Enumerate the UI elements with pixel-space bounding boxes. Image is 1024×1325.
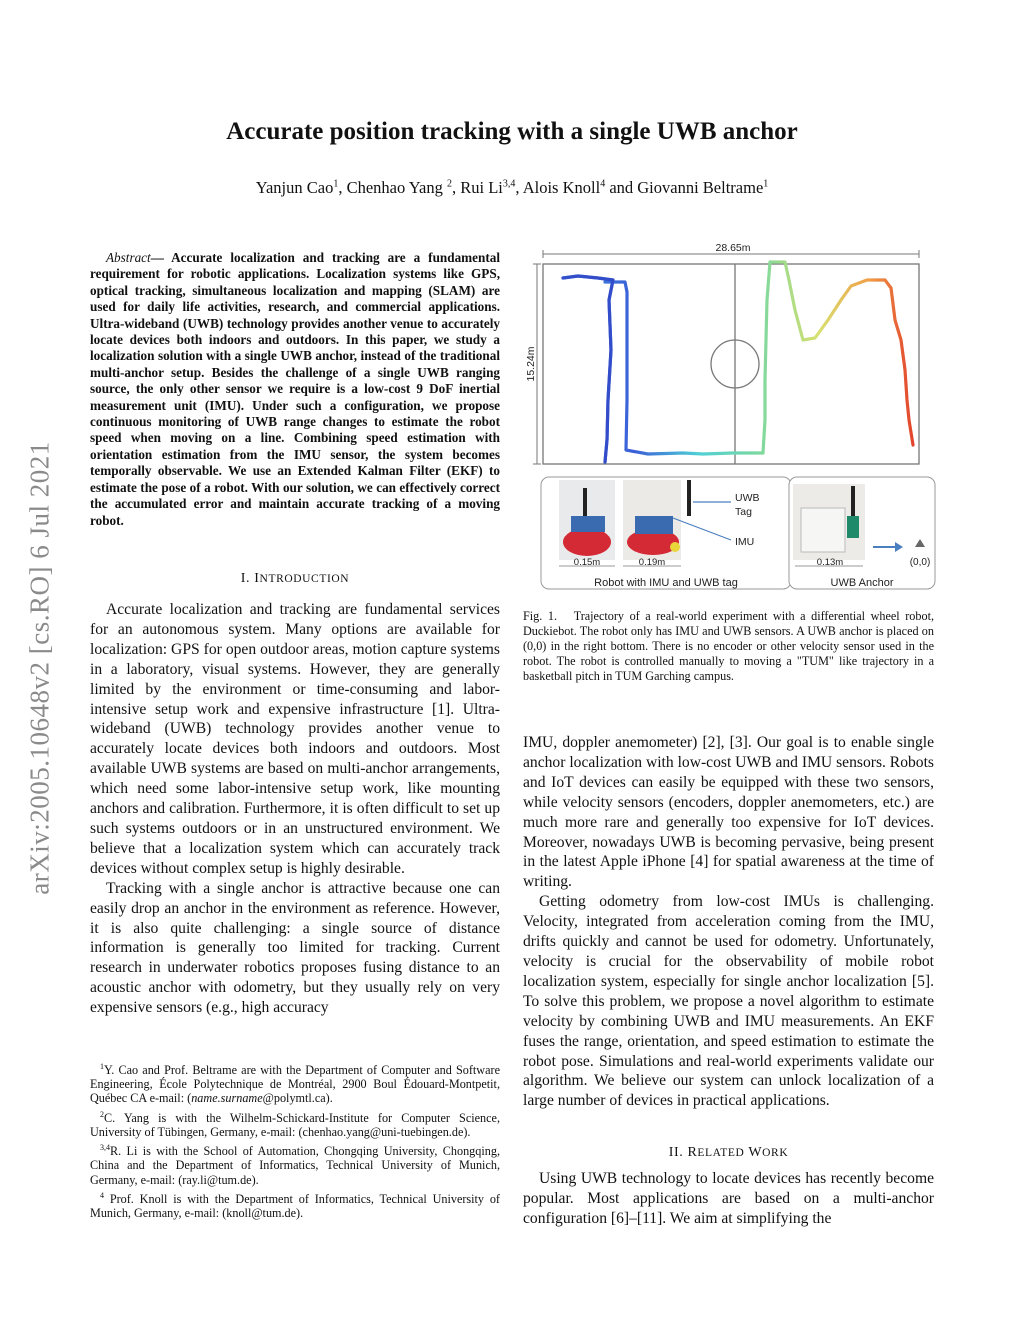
wheel-icon — [670, 542, 680, 552]
pitch-boundary — [543, 264, 919, 464]
width-label: 28.65m — [715, 242, 751, 254]
anchor-caption: UWB Anchor — [830, 577, 894, 589]
paragraph: Getting odometry from low-cost IMUs is challenging. Velocity, integrated from acceleration coming from the IMU, drifts quickly and cannot be used for odometry. Unfortunately, velocity is crucial for the observability of mobile robot localization system, especially for single anchor localization [5]. To solve this problem, we propose a novel algorithm to estimate velocity by combining UWB and IMU measurements. An EKF fuses the range, orientation, and speed estimation to estimate the robot pose. Simulations and real-world experiments validate our algorithm. We believe our system can unlock localization of a large number of devices in practical applications. — [523, 893, 934, 1110]
author-affiliation: 2 — [446, 178, 452, 190]
footnote-text: C. Yang is with the Wilhelm-Schickard-Institute for Computer Science, University of Tübingen, Germany, e-mail: (chenhao.yang@uni-tuebingen.de). — [90, 1110, 500, 1139]
figure-caption-label: Fig. 1. — [523, 609, 558, 623]
section-number: I. — [240, 571, 251, 586]
uwb-antenna-icon — [687, 480, 691, 516]
footnote-text: Prof. Knoll is with the Department of Informatics, Technical University of Munich, Germany, e-mail: (knoll@tum.de). — [90, 1191, 500, 1221]
paragraph: Tracking with a single anchor is attractive because one can easily drop an anchor in the environment as reference. However, it is also quite challenging: a single source of distance information is generally too limited for tracking. Current research in underwater robotics proposes fusing distance to an acoustic anchor with odometry, but they usually rely on very expensive sensors (e.g., high accuracy — [90, 879, 500, 1017]
arxiv-stamp-text: arXiv:2005.10648v2 [cs.RO] 6 Jul 2021 — [24, 441, 55, 895]
robot-base-icon — [563, 528, 611, 556]
section-heading-related-work — [523, 1145, 934, 1161]
author-name: Yanjun Cao — [255, 178, 334, 197]
author-name: Giovanni Beltrame — [637, 178, 764, 197]
anchor-antenna-icon — [851, 486, 855, 516]
uwb-antenna-icon — [583, 488, 587, 516]
height-label: 15.24m — [525, 346, 537, 382]
section-title-rest: NTRODUCTION — [259, 573, 350, 585]
section-heading-introduction — [90, 571, 500, 587]
footnote — [90, 1189, 500, 1220]
dim-013-label: 0.13m — [816, 557, 844, 568]
footnote-text: R. Li is with the School of Automation, Chongqing University, Chongqing, China and the Department of Informatics, Technical University of Munich, Germany, e-mail: (ray.li@tum.de). — [90, 1144, 500, 1187]
anchor-box-icon — [801, 508, 845, 552]
introduction-body — [90, 600, 500, 1018]
robot-board-icon — [571, 516, 605, 532]
figure-caption-text: Trajectory of a real-world experiment with a differential wheel robot, Duckiebot. The robot only has IMU and UWB sensors. A UWB anchor is placed on (0,0) in the right bottom. There is no encoder or other velocity sensor used in the robot. The robot is controlled manually to moving a "TUM" like trajectory in a basketball pitch in TUM Garching campus. — [523, 609, 935, 683]
footnote-email-italic: name.surname — [191, 1091, 263, 1106]
anchor-board-icon — [847, 516, 859, 538]
section-title-rest: ORK — [762, 1147, 789, 1159]
footnote-mark: 1 — [100, 1062, 104, 1071]
author-affiliation: 3,4 — [502, 178, 516, 190]
paragraph: Using UWB technology to locate devices has recently become popular. Most applications are based on a multi-anchor configuration [6]–[11]. We aim at simplifying the — [523, 1170, 934, 1227]
author-list: Yanjun Cao$^1$, Chenhao Yang $^2$, Rui Li$^{3,4}$, Alois Knoll$^4$ and Giovanni Beltrame$^1$ — [255, 178, 769, 197]
robot-board-icon — [635, 516, 673, 534]
related-work-body — [523, 1169, 934, 1229]
section-title-rest: ELATED — [697, 1147, 745, 1159]
dim-019-label: 0.19m — [638, 557, 666, 568]
section-number: II. — [668, 1145, 684, 1160]
footnote — [90, 1141, 500, 1187]
paragraph: Accurate localization and tracking are fundamental services for an autonomous system. Many options are available for localization: GPS for open outdoor areas, motion capture systems in a laboratory, visual systems. However, they are generally limited by the environment or time-consuming and labor-intensive setup work and expensive infrastructure [1]. Ultra-wideband (UWB) technology provides another venue to accurately locate devices both indoors and outdoors. Most available UWB systems are based on multi-anchor arrangements, which need some labor-intensive setup work, like mounting anchors and calibration. Furthermore, it is often difficult to set up such systems outdoors or in an unstructured environment. We believe that a localization system which can accurately track devices without complex setup is highly desirable. — [90, 601, 500, 877]
uwb-tag-label-1: UWB — [735, 492, 760, 504]
author-affiliation: 1 — [763, 178, 769, 190]
abstract: Abstract— Accurate localization and tracking are a fundamental requirement for robotic applications. Localization systems like GPS, optical tracking, simultaneous localization and mapping (SLAM) are used for daily life activities, research, and commercial applications. Ultra-wideband (UWB) technology provides another venue to accurately locate devices both indoors and outdoors. In this paper, we study a localization solution with a single UWB anchor, instead of the traditional multi-anchor setup. Besides the challenge of a single UWB ranging source, the only other sensor we require is a low-cost 9 DoF inertial measurement unit (IMU). Under such a configuration, we propose continuous monitoring of UWB range changes to estimate the robot speed when moving on a line. Combining speed estimation with orientation estimation from the IMU sensor, the system becomes temporally observable. We use an Extended Kalman Filter (EKF) to estimate the pose of a robot. With our solution, we can effectively correct the accumulated error and maintain accurate tracking of a moving robot. — [90, 250, 500, 528]
robot-caption: Robot with IMU and UWB tag — [594, 577, 738, 589]
author-affiliation: 1 — [333, 178, 339, 190]
origin-label: (0,0) — [909, 557, 931, 568]
section-title-initial: I — [254, 571, 260, 586]
right-column-body — [523, 733, 934, 1111]
section-title-initial: W — [748, 1145, 763, 1160]
uwb-tag-label-2: Tag — [735, 506, 752, 518]
author-name: Chenhao Yang — [346, 178, 443, 197]
footnote-mark: 4 — [100, 1190, 104, 1200]
author-name: Rui Li — [460, 178, 503, 197]
abstract-label: Abstract — [106, 250, 151, 265]
author-name: Alois Knoll — [522, 178, 601, 197]
trajectory-path-start — [563, 276, 613, 462]
footnotes — [90, 1060, 500, 1222]
arxiv-stamp — [14, 378, 66, 958]
figure-1-graphic — [523, 240, 939, 592]
footnote — [90, 1060, 500, 1106]
imu-label: IMU — [735, 536, 755, 548]
figure-caption — [523, 609, 934, 684]
abstract-text: Accurate localization and tracking are a fundamental requirement for robotic applications. Localization systems like GPS, optical tracking, simultaneous localization and mapping (SLAM) are used for daily life activities, research, and commercial applications. Ultra-wideband (UWB) technology provides another venue to accurately locate devices both indoors and outdoors. In this paper, we study a localization solution with a single UWB anchor, instead of the traditional multi-anchor setup. Besides the challenge of a single UWB ranging source, the only other sensor we require is a low-cost 9 DoF inertial measurement unit (IMU). Under such a configuration, we propose continuous monitoring of UWB range changes to estimate the robot speed when moving on a line. Combining speed estimation with orientation estimation from the IMU sensor, the system becomes temporally observable. We use an Extended Kalman Filter (EKF) to estimate the pose of a robot. With our solution, we can effectively correct the accumulated error and maintain accurate tracking of a moving robot. — [90, 250, 500, 528]
footnote-email-rest: @polymtl.ca). — [262, 1091, 333, 1106]
paragraph: IMU, doppler anemometer) [2], [3]. Our goal is to enable single anchor localization with low-cost UWB and IMU sensors. Robots and IoT devices can easily be equipped with these two sensors, while velocity sensors (encoders, doppler anemometers, etc.) are much more rare and generally too expensive for IoT devices. Moreover, nowadays UWB is becoming pervasive, being present in the latest Apple iPhone [4] for spatial awareness at the time of writing. — [523, 734, 934, 891]
paper-title: Accurate position tracking with a single UWB anchor — [226, 118, 798, 145]
footnote-mark: 2 — [100, 1109, 104, 1119]
dim-015-label: 0.15m — [573, 557, 601, 568]
footnote-text: Y. Cao and Prof. Beltrame are with the Department of Computer and Software Engineering, École Polytechnique de Montréal, 2900 Boul Édouard-Montpetit, Québec CA e-mail: ( — [90, 1063, 500, 1106]
figure-1 — [523, 240, 939, 592]
footnote-mark: 3,4 — [100, 1143, 110, 1153]
footnote — [90, 1108, 500, 1139]
section-title-initial: R — [687, 1145, 698, 1160]
trajectory-path — [563, 262, 913, 462]
author-affiliation: 4 — [600, 178, 606, 190]
